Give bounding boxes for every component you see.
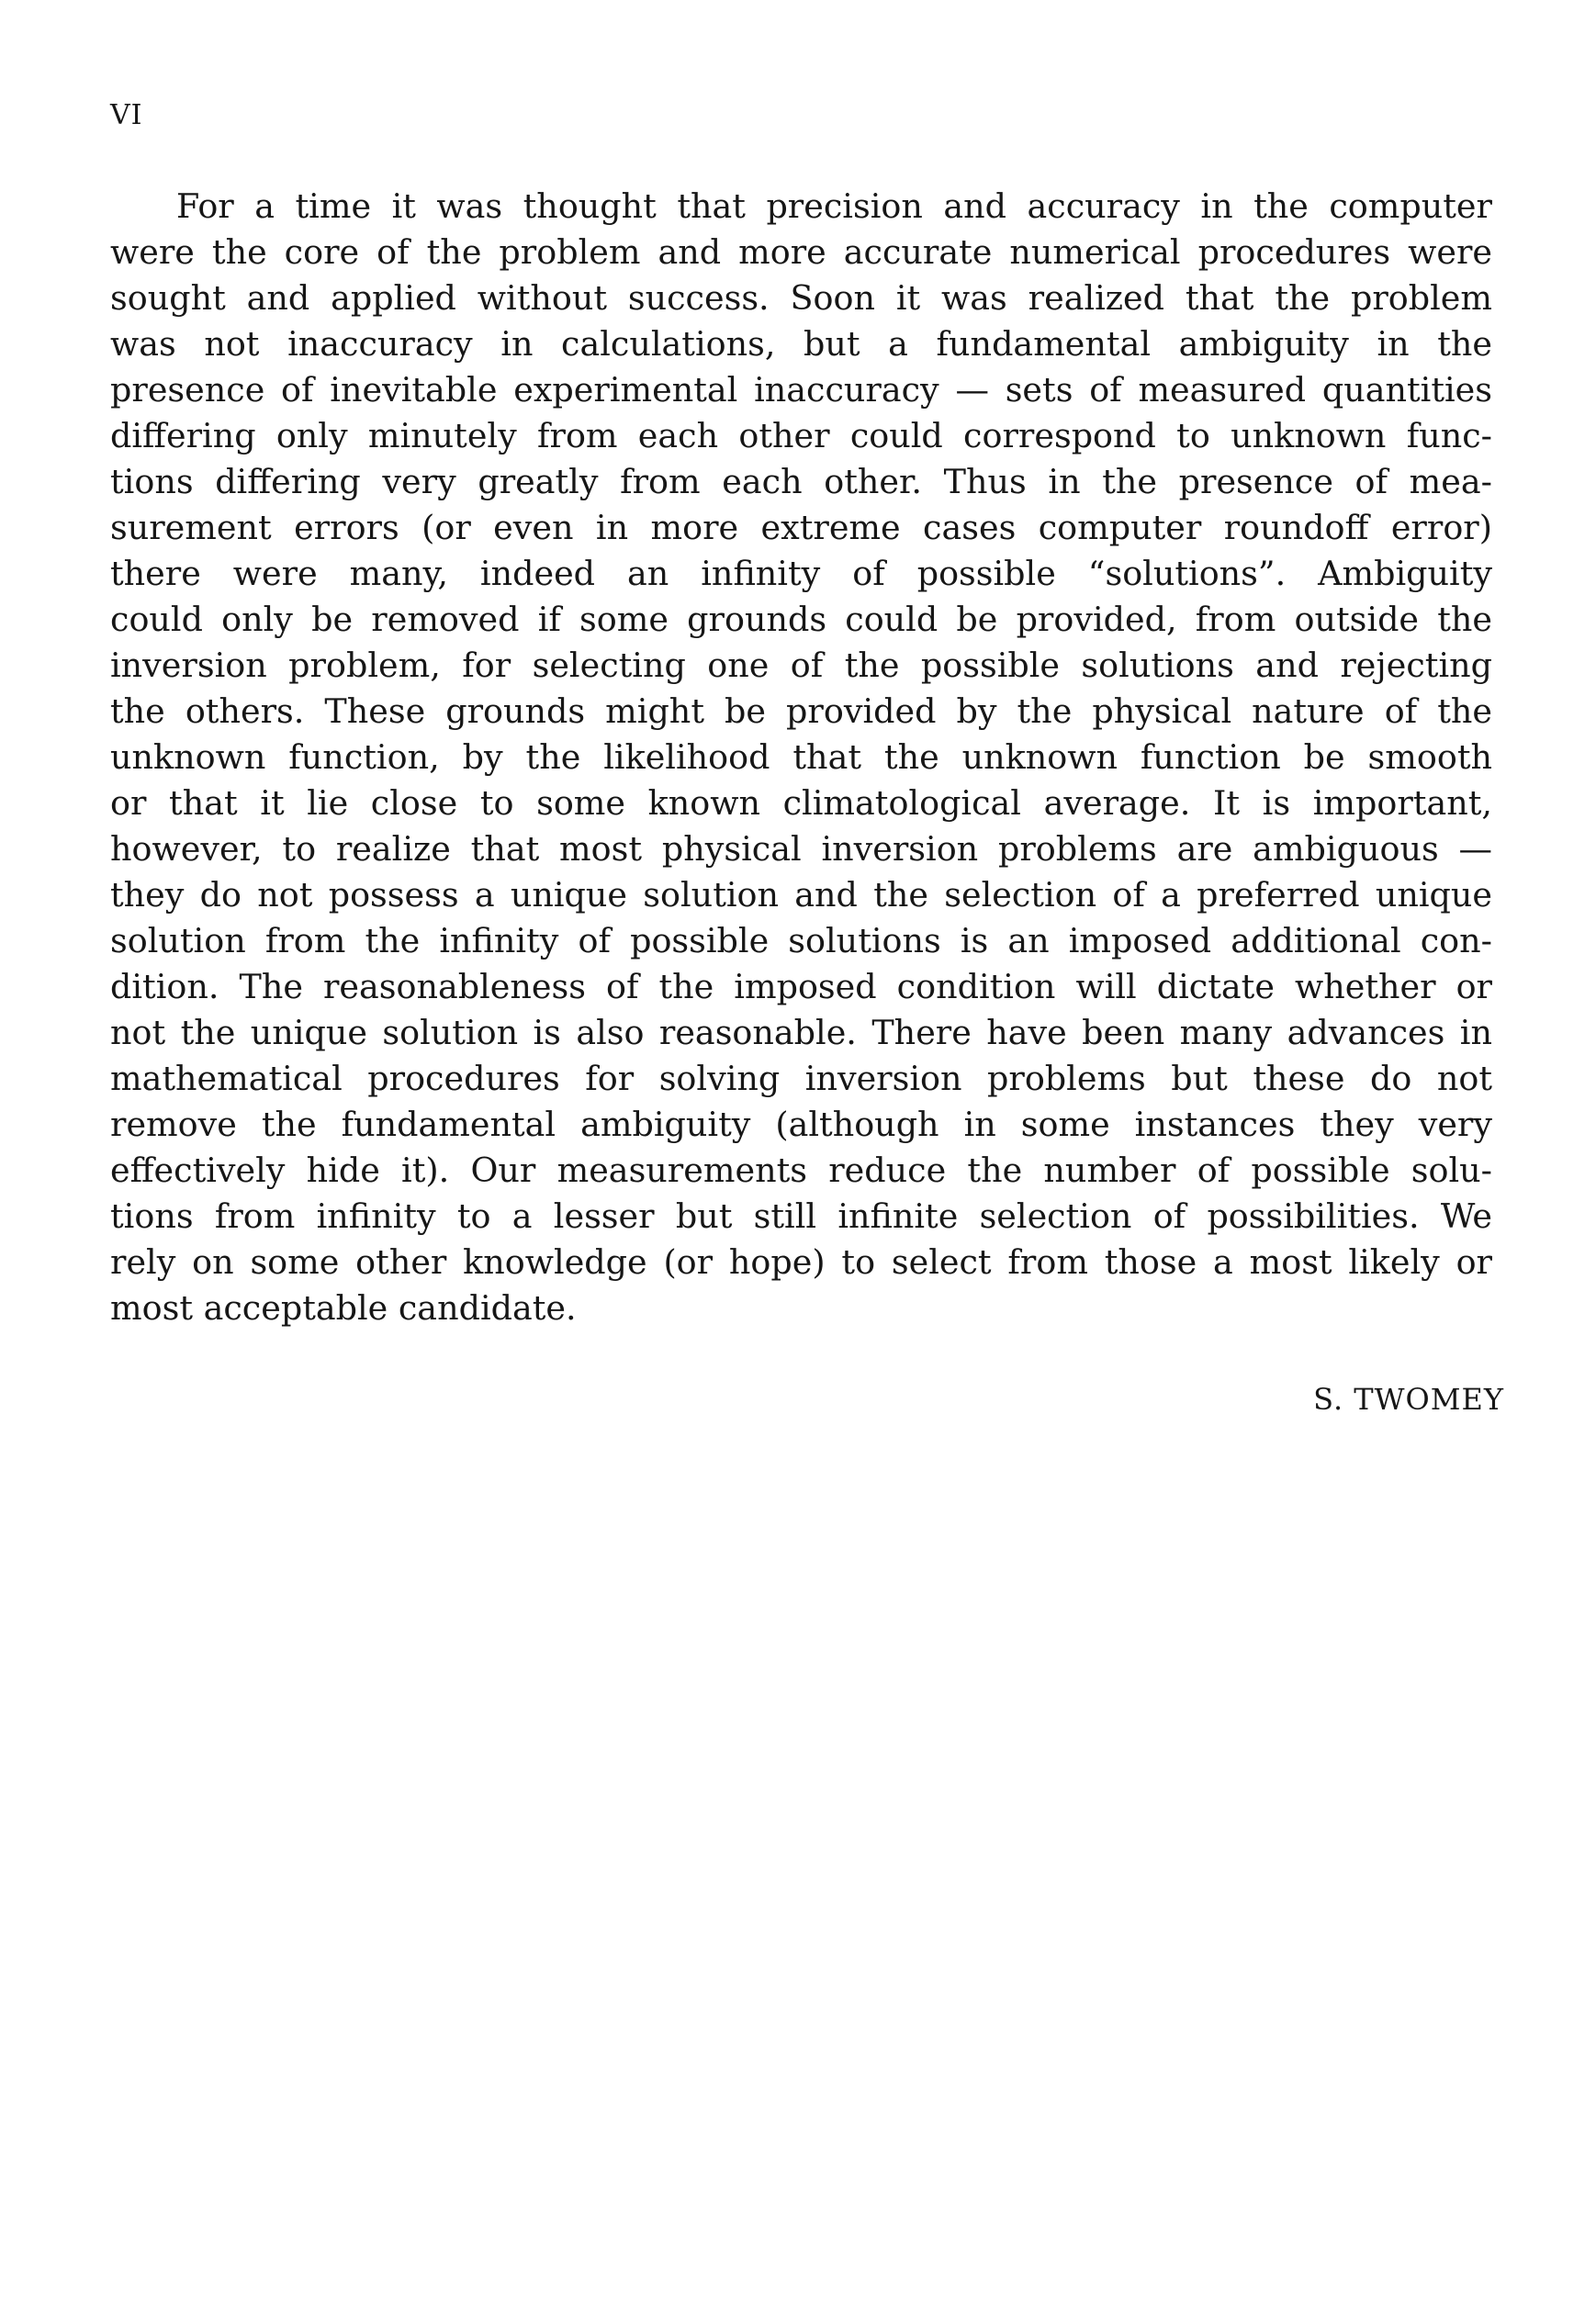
- paragraph-line: dition. The reasonableness of the imposed condition will dictate whether or: [110, 967, 1492, 1006]
- paragraph-line: sought and applied without success. Soon it was realized that the problem: [110, 278, 1492, 318]
- paragraph-line: there were many, indeed an infinity of possible “solutions”. Ambiguity: [110, 554, 1492, 593]
- paragraph-line: however, to realize that most physical inversion problems are ambiguous —: [110, 829, 1492, 869]
- paragraph-line: inversion problem, for selecting one of the possible solutions and rejecting: [110, 645, 1492, 685]
- paragraph-line: could only be removed if some grounds could be provided, from outside the: [110, 600, 1492, 639]
- paragraph-line: they do not possess a unique solution and the selection of a preferred unique: [110, 875, 1492, 915]
- paragraph-line: rely on some other knowledge (or hope) to select from those a most likely or: [110, 1242, 1492, 1282]
- paragraph-line: differing only minutely from each other could correspond to unknown func-: [110, 416, 1492, 455]
- paragraph-line: not the unique solution is also reasonable. There have been many advances in: [110, 1013, 1492, 1052]
- paragraph-line: tions from infinity to a lesser but still infinite selection of possibilities. We: [110, 1196, 1492, 1236]
- paragraph-line: tions differing very greatly from each other. Thus in the presence of mea-: [110, 462, 1492, 501]
- paragraph-line: remove the fundamental ambiguity (although in some instances they very: [110, 1105, 1492, 1144]
- preface-paragraph: [110, 184, 1492, 1331]
- paragraph-line: solution from the infinity of possible solutions is an imposed additional con-: [110, 921, 1492, 960]
- paragraph-line: was not inaccuracy in calculations, but a fundamental ambiguity in the: [110, 324, 1492, 364]
- paragraph-line: most acceptable candidate.: [110, 1288, 577, 1328]
- paragraph-line: unknown function, by the likelihood that the unknown function be smooth: [110, 737, 1492, 777]
- paragraph-line: For a time it was thought that precision and accuracy in the computer: [176, 186, 1492, 226]
- page-number: VI: [110, 99, 143, 131]
- paragraph-line: or that it lie close to some known climatological average. It is important,: [110, 783, 1492, 823]
- paragraph-line: were the core of the problem and more accurate numerical procedures were: [110, 232, 1492, 272]
- author-signature: S. TWOMEY: [1313, 1382, 1504, 1417]
- paragraph-line: presence of inevitable experimental inaccuracy — sets of measured quantities: [110, 370, 1492, 410]
- paragraph-line: the others. These grounds might be provided by the physical nature of the: [110, 691, 1492, 731]
- paragraph-line: mathematical procedures for solving inversion problems but these do not: [110, 1059, 1492, 1098]
- paragraph-line: surement errors (or even in more extreme cases computer roundoff error): [110, 508, 1492, 547]
- paragraph-line: effectively hide it). Our measurements reduce the number of possible solu-: [110, 1150, 1492, 1190]
